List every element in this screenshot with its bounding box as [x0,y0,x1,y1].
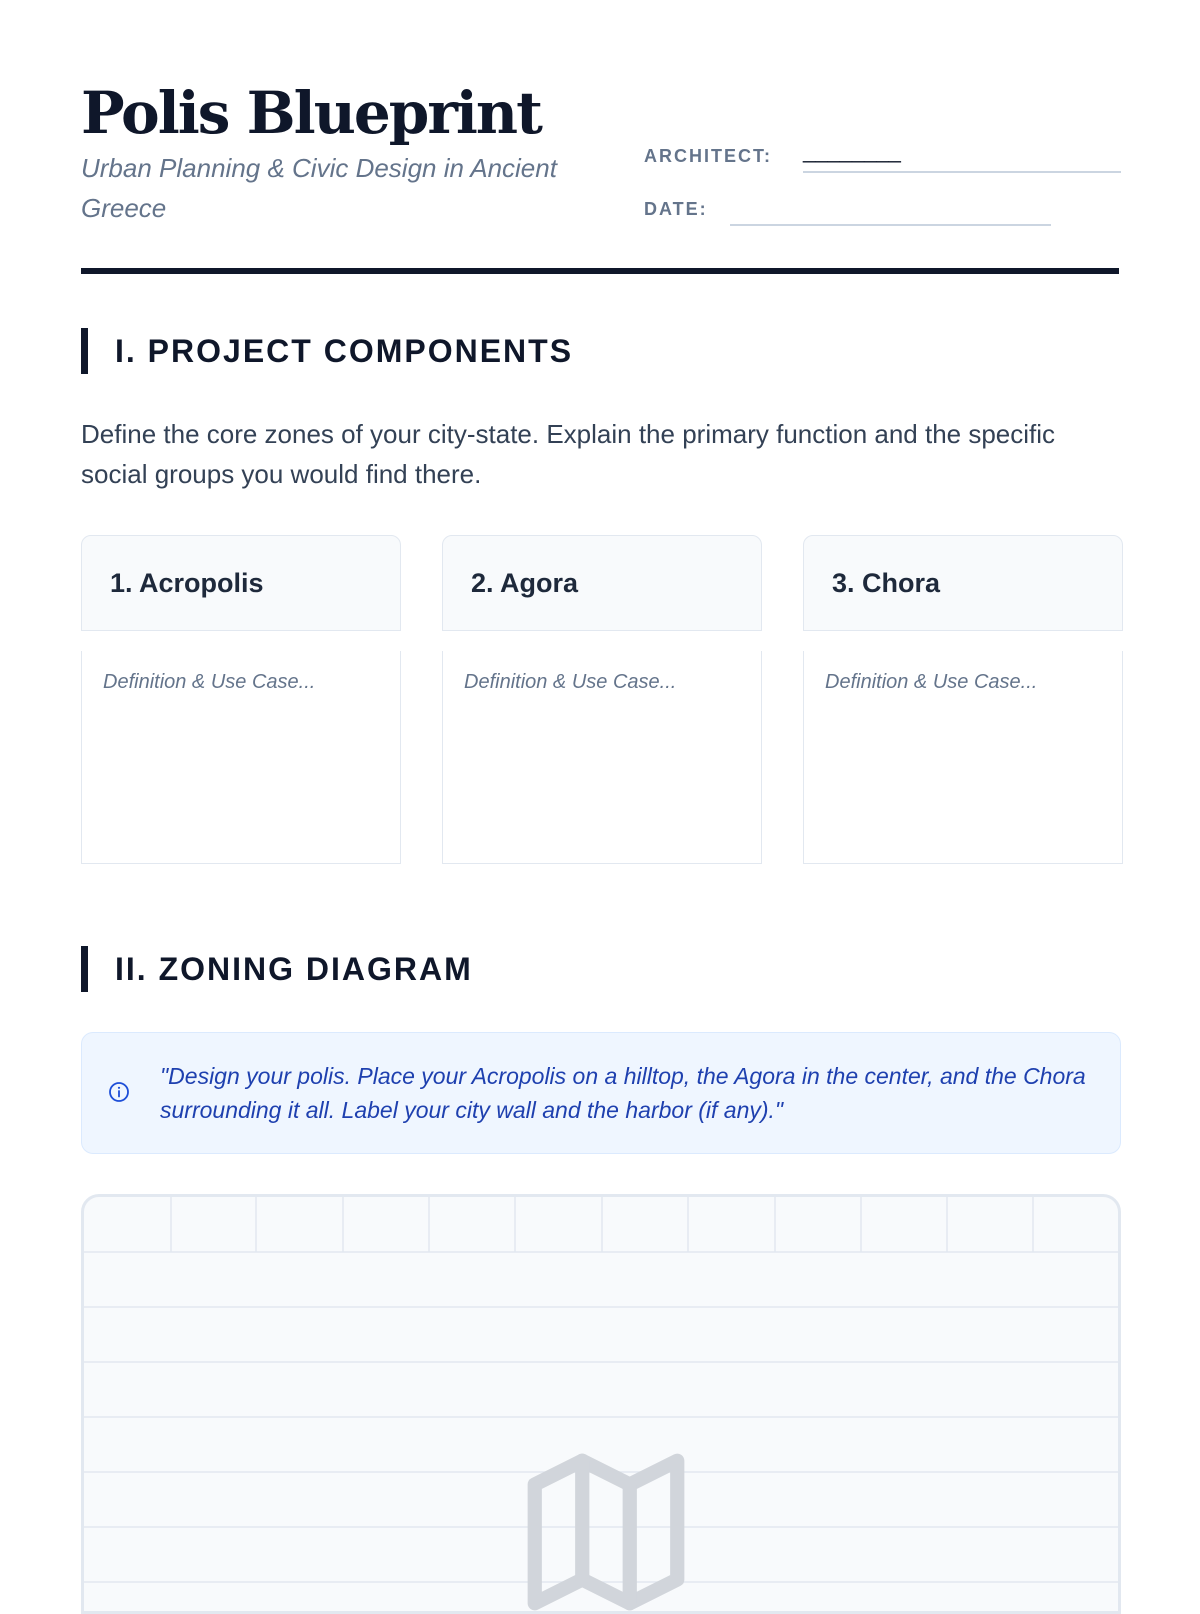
architect-underline [803,171,1121,173]
components-instructions: Define the core zones of your city-state. Explain the primary function and the specific social groups you would find there. [81,419,1056,489]
architect-label: ARCHITECT: [644,146,772,166]
zoning-drawing-area[interactable] [81,1194,1121,1614]
page-subtitle: Urban Planning & Civic Design in Ancient Greece [81,153,557,223]
card-input-agora[interactable]: Definition & Use Case... [442,651,762,864]
instruction-callout [81,1032,1121,1154]
card-input-acropolis[interactable]: Definition & Use Case... [81,651,401,864]
card-title-acropolis: 1. Acropolis [81,535,401,631]
map-icon [511,1437,701,1614]
info-icon [108,1081,130,1103]
date-field[interactable] [730,224,1051,226]
section-title-components: I. PROJECT COMPONENTS [81,328,573,374]
worksheet-header [81,0,1119,275]
header-divider [81,268,1119,274]
architect-field[interactable]: ________ [803,138,901,163]
section-title-zoning: II. ZONING DIAGRAM [81,946,473,992]
card-input-chora[interactable]: Definition & Use Case... [803,651,1123,864]
page-title: Polis Blueprint [81,79,541,147]
zoning-instruction-text: "Design your polis. Place your Acropolis on a hilltop, the Agora in the center, and the Chora surrounding it all. Label your city wall and the harbor (if any)." [160,1063,1086,1123]
card-title-agora: 2. Agora [442,535,762,631]
date-label: DATE: [644,199,708,219]
card-title-chora: 3. Chora [803,535,1123,631]
